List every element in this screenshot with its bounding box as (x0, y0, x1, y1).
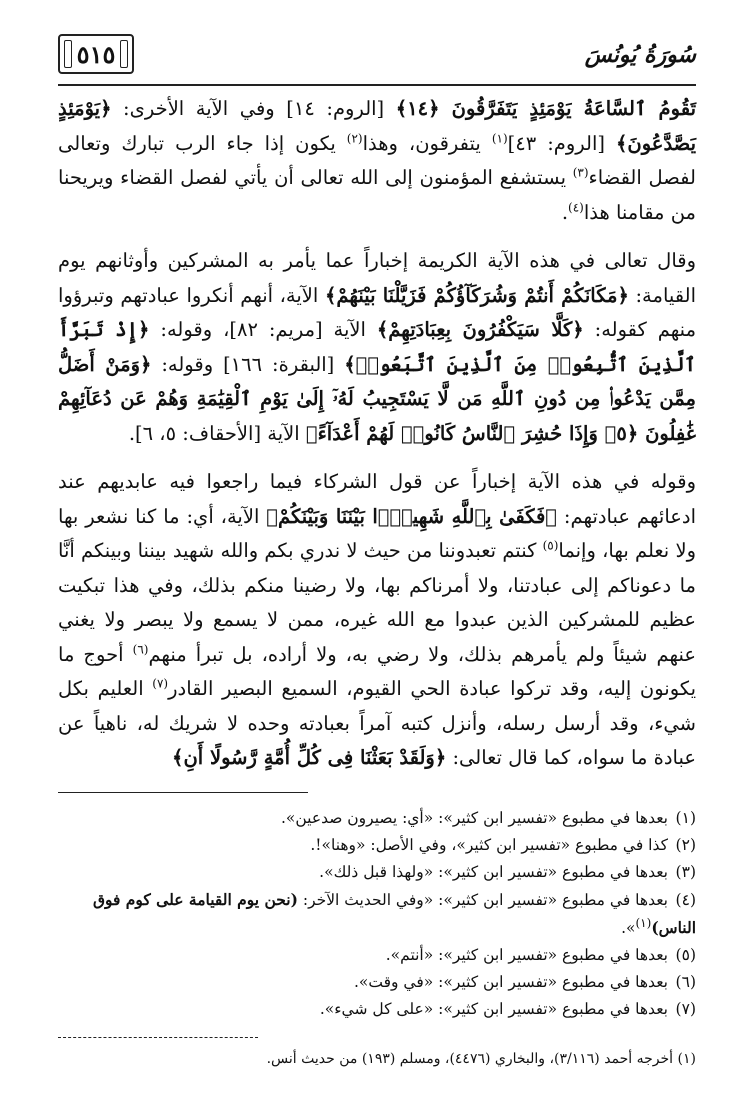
footnote-text: بعدها في مطبوع «تفسير ابن كثير»: «في وقت». (353, 972, 668, 991)
page-number: ٥١٥ (76, 39, 116, 69)
text-run: . (561, 200, 569, 224)
footnote-item (58, 859, 696, 886)
text-run: [الروم: ١٤] وفي الآية الأخرى: (111, 97, 396, 120)
footnote-number: (٧) (675, 999, 696, 1018)
footnote-ref: (٦) (132, 642, 149, 656)
footnote-item (58, 832, 696, 859)
text-run: أحوج ما يكونون إليه، وقد تركوا عبادة الحي القيوم، السميع البصير القادر (58, 642, 696, 700)
page-header (58, 28, 696, 86)
paragraph-3 (58, 465, 696, 776)
text-run: وقال تعالى في هذه الآية الكريمة إخباراً عما يأمر به المشركين وأوثانهم يوم القيامة: (58, 249, 696, 307)
text-run: يستشفع المؤمنون إلى الله تعالى أن يأتي لفصل القضاء ويريحنا من مقامنا هذا (58, 166, 696, 224)
subfootnote-divider (58, 1037, 258, 1038)
text-run: كنتم تعبدوننا من حيث لا ندري بكم والله شهيد بيننا وبينكم أنَّا ما دعوناكم إلى عبادتنا، ولا أمرناكم بها، ولا رضينا منكم بذلك، وفي هذا تبكيت عظيم للمشركين الذين عبدوا مع الله غيره، ممن لا يسمع ولا يبصر ولا يغني عنهم شيئاً ولم يأمرهم بذلك، ولا رضي به، ولا أراده، بل تبرأ منهم (58, 539, 696, 666)
quran-verse: ﴿كَلَّا سَيَكْفُرُونَ بِعِبَادَتِهِمْ﴾ (376, 318, 584, 341)
footnote-ref: (٢) (346, 131, 363, 145)
footnote-text: كذا في مطبوع «تفسير ابن كثير»، وفي الأصل: «وهنا»!. (310, 835, 668, 854)
footnote-item (58, 969, 696, 996)
page-number-frame (58, 34, 134, 74)
footnote-ref: (١) (635, 915, 652, 930)
footnote-number: (٤) (675, 890, 696, 909)
footnote-divider (58, 792, 308, 793)
subfootnote (58, 1046, 696, 1072)
footnote-ref: (٤) (568, 200, 584, 214)
text-run: الآية، أنهم أنكروا عبادتهم وتبرؤوا منهم كقوله: (58, 283, 697, 341)
footnote-item (58, 805, 696, 832)
text-run: [البقرة: ١٦٦] وقوله: (151, 352, 345, 376)
footnote-number: (١) (675, 808, 696, 827)
footnote-number: (٣) (675, 862, 696, 881)
footnotes (58, 805, 696, 1023)
footnote-ref: (١) (491, 131, 508, 145)
footnote-item (58, 996, 696, 1023)
text-run: الآية، أي: ما كنا نشعر بها ولا نعلم بها، وإنما (58, 504, 696, 562)
paragraph-1 (58, 92, 696, 230)
footnote-ref: (٥) (542, 538, 559, 553)
footnote-text: ». (621, 918, 636, 937)
footnote-ref: (٣) (572, 165, 589, 180)
footnote-text: بعدها في مطبوع «تفسير ابن كثير»: «أنتم». (385, 945, 668, 964)
footnote-text: بعدها في مطبوع «تفسير ابن كثير»: «أي: يصيرون صدعين». (280, 808, 668, 827)
paragraph-2 (58, 244, 696, 451)
footnote-number: (٢) (675, 835, 696, 854)
footnote-number: (٦) (675, 972, 696, 991)
main-text (58, 92, 696, 776)
footnote-item (58, 942, 696, 969)
text-run: [الروم: ٤٣] (507, 131, 616, 155)
footnote-text: بعدها في مطبوع «تفسير ابن كثير»: «ولهذا قبل ذلك». (319, 862, 668, 881)
text-run: العليم بكل شيء، وقد أرسل رسله، وأنزل كتبه آمراً بعبادته وحده لا شريك له، ناهياً عن عبادة ما سواه، كما قال تعالى: (58, 677, 696, 769)
surah-title: سُورَةُ يُونُسَ (584, 42, 696, 68)
footnote-ref: (٧) (152, 676, 169, 691)
footnote-text: بعدها في مطبوع «تفسير ابن كثير»: «وفي الحديث الآخر: (297, 890, 668, 909)
text-run: يكون إذا جاء الرب تبارك وتعالى لفصل القضاء (58, 131, 696, 189)
footnote-text: بعدها في مطبوع «تفسير ابن كثير»: «على كل شيء». (319, 999, 668, 1018)
quran-verse: ﴿يَوْمَئِذٍ يَصَّدَّعُونَ﴾ (58, 97, 697, 155)
text-run: الآية [الأحقاف: ٥، ٦]. (128, 421, 306, 445)
text-run: يتفرقون، وهذا (362, 131, 492, 155)
text-run: وقوله في هذه الآية إخباراً عن قول الشركاء فيما راجعوا فيه عابديهم عند ادعائهم عبادتهم: (58, 470, 697, 528)
quran-verse: ﴿وَلَقَدْ بَعَثْنَا فِى كُلِّ أُمَّةٍ رَّسُولًا أَنِ﴾ (172, 746, 447, 769)
quran-verse: ﴿فَكَفَىٰ بِٱللَّهِ شَهِيدًۢا بَيْنَنَا وَبَيْنَكُمْ﴾ (266, 504, 557, 528)
text-run: الآية [مريم: ٨٢]، وقوله: (149, 318, 377, 341)
footnote-item (58, 886, 696, 942)
hadith-quote: (نحن يوم القيامة على كوم فوق الناس) (92, 889, 696, 937)
quran-verse: تَقُومُ ٱلسَّاعَةُ يَوْمَئِذٍ يَتَفَرَّقُونَ ﴿١٤﴾ (395, 97, 696, 120)
quran-verse: ﴿مَكَانَكُمْ أَنتُمْ وَشُرَكَآؤُكُمْ فَزَيَّلْنَا بَيْنَهُمْ﴾ (324, 283, 629, 307)
quran-verse: ﴿إِذْ تَبَرَّأَ ٱلَّذِينَ ٱتُّبِعُوا۟ مِنَ ٱلَّذِينَ ٱتَّبَعُوا۟﴾ (58, 318, 696, 376)
quran-verse: ﴿وَمَنْ أَضَلُّ مِمَّن يَدْعُوا۟ مِن دُونِ ٱللَّهِ مَن لَّا يَسْتَجِيبُ لَهُۥٓ إِلَىٰ يَوْمِ ٱلْقِيَٰمَةِ وَهُمْ عَن دُعَآئِهِمْ غَٰفِلُونَ ﴿٥﴾ وَإِذَا حُشِرَ ٱلنَّاسُ كَانُوا۟ لَهُمْ أَعْدَآءً﴾ (58, 352, 696, 445)
footnote-number: (٥) (675, 945, 696, 964)
subfootnote-number: (١) (677, 1050, 696, 1067)
subfootnote-text: أخرجه أحمد (٣/١١٦)، والبخاري (٤٤٧٦)، ومسلم (١٩٣) من حديث أنس. (266, 1050, 674, 1067)
